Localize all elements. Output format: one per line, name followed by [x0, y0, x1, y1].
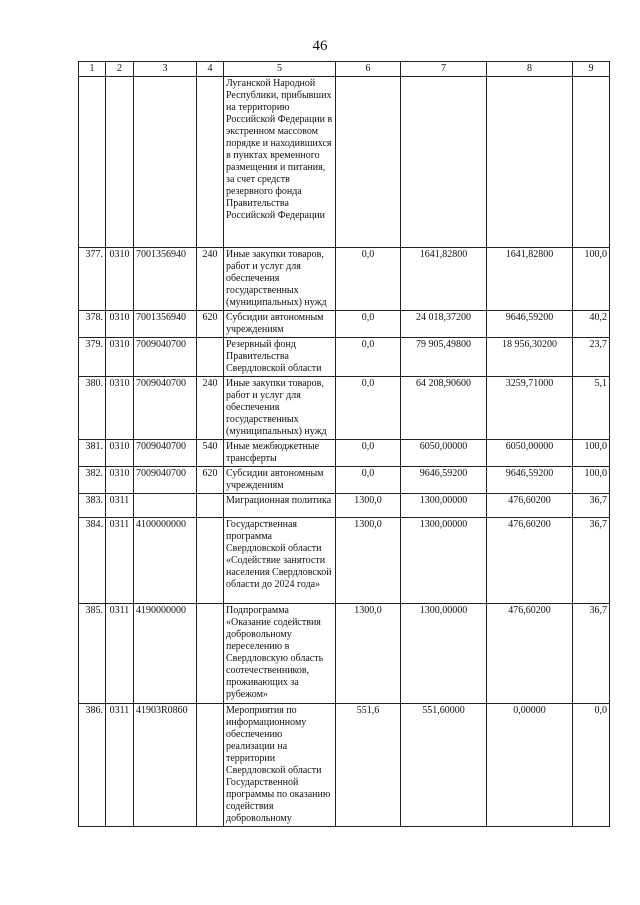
target-article-code: 7009040700: [134, 467, 197, 494]
executed-amount: 18 956,30200: [487, 338, 573, 377]
section-code: 0310: [106, 338, 134, 377]
target-article-code: [134, 494, 197, 518]
refined-amount: 64 208,90600: [401, 377, 487, 440]
refined-amount: 551,60000: [401, 704, 487, 827]
row-number: 385.: [79, 604, 106, 704]
table-row: [79, 440, 610, 467]
item-name: Иные закупки товаров, работ и услуг для обеспечения государственных (муниципальных) нужд: [224, 377, 336, 440]
plan-amount: 0,0: [336, 467, 401, 494]
table-row: [79, 377, 610, 440]
row-number: 378.: [79, 311, 106, 338]
expense-type-code: 540: [197, 440, 224, 467]
row-number: 377.: [79, 248, 106, 311]
executed-amount: 9646,59200: [487, 311, 573, 338]
table-row: [79, 704, 610, 827]
expense-type-code: [197, 518, 224, 604]
target-article-code: 7001356940: [134, 311, 197, 338]
plan-amount: 1300,0: [336, 494, 401, 518]
table-row: [79, 494, 610, 518]
execution-percent: 100,0: [573, 248, 610, 311]
item-name: Иные межбюджетные трансферты: [224, 440, 336, 467]
execution-percent: 36,7: [573, 518, 610, 604]
executed-amount: 6050,00000: [487, 440, 573, 467]
item-name: Государственная программа Свердловской области «Содействие занятости населения Свердловской области до 2024 года»: [224, 518, 336, 604]
item-name: Подпрограмма «Оказание содействия добровольному переселению в Свердловскую область соотечественников, проживающих за рубежом»: [224, 604, 336, 704]
column-header-7: 7: [401, 62, 487, 77]
expense-type-code: [197, 604, 224, 704]
row-number: 382.: [79, 467, 106, 494]
plan-amount: [336, 77, 401, 248]
budget-table: [78, 61, 610, 827]
page-number: 46: [312, 38, 328, 54]
column-header-4: 4: [197, 62, 224, 77]
table-row: [79, 518, 610, 604]
executed-amount: [487, 77, 573, 248]
row-number: 379.: [79, 338, 106, 377]
section-code: 0311: [106, 604, 134, 704]
refined-amount: 6050,00000: [401, 440, 487, 467]
refined-amount: 1641,82800: [401, 248, 487, 311]
execution-percent: 36,7: [573, 494, 610, 518]
column-header-1: 1: [79, 62, 106, 77]
section-code: 0310: [106, 377, 134, 440]
execution-percent: 100,0: [573, 440, 610, 467]
expense-type-code: 620: [197, 467, 224, 494]
expense-type-code: 620: [197, 311, 224, 338]
row-number: 386.: [79, 704, 106, 827]
refined-amount: 1300,00000: [401, 604, 487, 704]
section-code: 0311: [106, 494, 134, 518]
column-header-3: 3: [134, 62, 197, 77]
executed-amount: 476,60200: [487, 604, 573, 704]
item-name: Миграционная политика: [224, 494, 336, 518]
plan-amount: 0,0: [336, 248, 401, 311]
table-row: [79, 311, 610, 338]
target-article-code: [134, 77, 197, 248]
execution-percent: 5,1: [573, 377, 610, 440]
executed-amount: 0,00000: [487, 704, 573, 827]
executed-amount: 476,60200: [487, 518, 573, 604]
section-code: 0310: [106, 440, 134, 467]
item-name: Луганской Народной Республики, прибывших на территорию Российской Федерации в экстренном массовом порядке и находившихся в пунктах временного размещения и питания, за счет средств резервного фонда Правительства Российской Федерации: [224, 77, 336, 248]
target-article-code: 7001356940: [134, 248, 197, 311]
expense-type-code: [197, 704, 224, 827]
expense-type-code: [197, 77, 224, 248]
target-article-code: 7009040700: [134, 338, 197, 377]
refined-amount: 1300,00000: [401, 518, 487, 604]
execution-percent: 100,0: [573, 467, 610, 494]
executed-amount: 476,60200: [487, 494, 573, 518]
plan-amount: 1300,0: [336, 518, 401, 604]
column-header-6: 6: [336, 62, 401, 77]
target-article-code: 41903R0860: [134, 704, 197, 827]
table-row: [79, 338, 610, 377]
refined-amount: 1300,00000: [401, 494, 487, 518]
plan-amount: 0,0: [336, 338, 401, 377]
table-body: [79, 77, 610, 827]
expense-type-code: [197, 338, 224, 377]
item-name: Мероприятия по информационному обеспечению реализации на территории Свердловской области Государственной программы по оказанию содействия добровольному: [224, 704, 336, 827]
expense-type-code: 240: [197, 248, 224, 311]
section-code: 0311: [106, 704, 134, 827]
row-number: 383.: [79, 494, 106, 518]
refined-amount: 9646,59200: [401, 467, 487, 494]
row-number: 381.: [79, 440, 106, 467]
execution-percent: 36,7: [573, 604, 610, 704]
row-number: 384.: [79, 518, 106, 604]
refined-amount: [401, 77, 487, 248]
executed-amount: 3259,71000: [487, 377, 573, 440]
item-name: Резервный фонд Правительства Свердловской области: [224, 338, 336, 377]
executed-amount: 1641,82800: [487, 248, 573, 311]
expense-type-code: 240: [197, 377, 224, 440]
plan-amount: 0,0: [336, 440, 401, 467]
table-row: [79, 77, 610, 248]
plan-amount: 551,6: [336, 704, 401, 827]
column-header-9: 9: [573, 62, 610, 77]
execution-percent: 40,2: [573, 311, 610, 338]
target-article-code: 7009040700: [134, 377, 197, 440]
target-article-code: 4190000000: [134, 604, 197, 704]
item-name: Иные закупки товаров, работ и услуг для обеспечения государственных (муниципальных) нужд: [224, 248, 336, 311]
expense-type-code: [197, 494, 224, 518]
item-name: Субсидии автономным учреждениям: [224, 467, 336, 494]
section-code: 0311: [106, 518, 134, 604]
header-row: [79, 62, 610, 77]
plan-amount: 0,0: [336, 311, 401, 338]
section-code: [106, 77, 134, 248]
section-code: 0310: [106, 311, 134, 338]
execution-percent: 23,7: [573, 338, 610, 377]
item-name: Субсидии автономным учреждениям: [224, 311, 336, 338]
column-header-8: 8: [487, 62, 573, 77]
refined-amount: 79 905,49800: [401, 338, 487, 377]
row-number: 380.: [79, 377, 106, 440]
table-row: [79, 248, 610, 311]
refined-amount: 24 018,37200: [401, 311, 487, 338]
execution-percent: [573, 77, 610, 248]
section-code: 0310: [106, 248, 134, 311]
executed-amount: 9646,59200: [487, 467, 573, 494]
target-article-code: 4100000000: [134, 518, 197, 604]
section-code: 0310: [106, 467, 134, 494]
table-row: [79, 467, 610, 494]
plan-amount: 1300,0: [336, 604, 401, 704]
column-header-5: 5: [224, 62, 336, 77]
table-row: [79, 604, 610, 704]
target-article-code: 7009040700: [134, 440, 197, 467]
plan-amount: 0,0: [336, 377, 401, 440]
row-number: [79, 77, 106, 248]
execution-percent: 0,0: [573, 704, 610, 827]
column-header-2: 2: [106, 62, 134, 77]
